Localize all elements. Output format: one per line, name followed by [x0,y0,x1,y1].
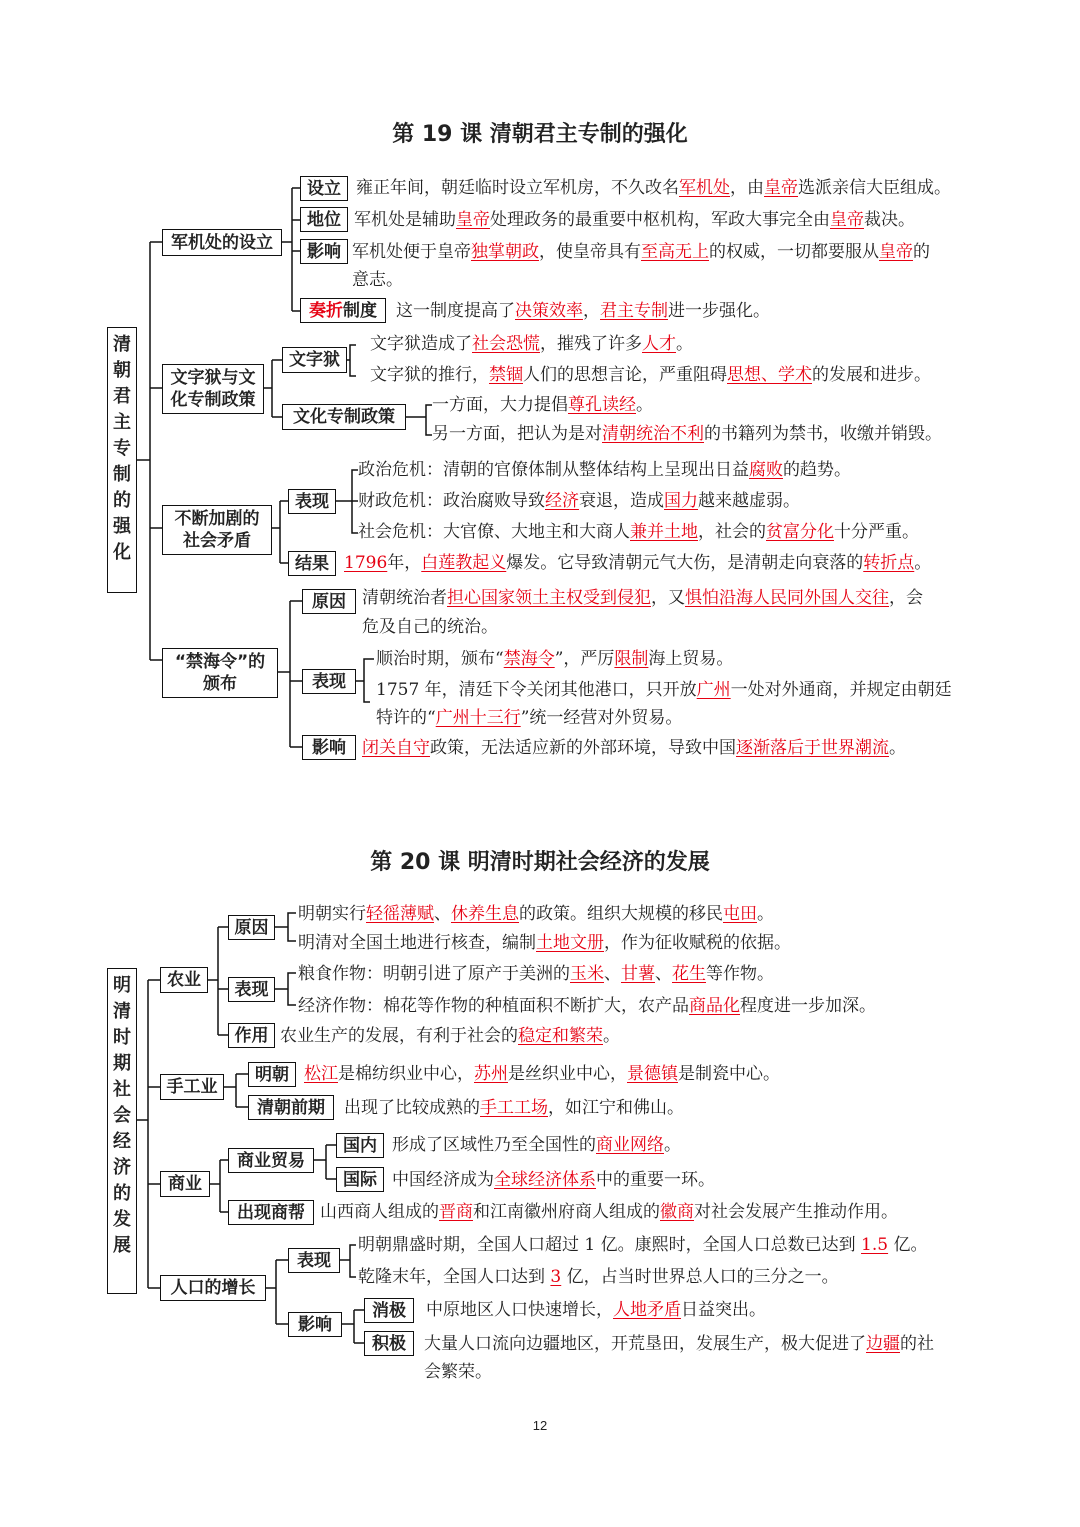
text-line [376,707,682,729]
text-segment: 明清对全国土地进行核查，编制 [298,933,536,953]
text-line [362,737,906,759]
text-segment: 对社会发展产生推动作用。 [694,1202,898,1222]
key-term: 玉米 [570,964,604,984]
text-segment: ，使皇帝具有 [539,242,641,262]
key-term: 晋商 [439,1202,473,1222]
text-line [358,1266,839,1288]
text-segment: 处理政务的最重要中枢机构，军政大事完全由 [490,210,830,230]
key-term: 惧怕沿海人民同外国人交往 [685,588,889,608]
key-term: 苏州 [474,1064,508,1084]
text-segment: 财政危机：政治腐败导致 [358,491,545,511]
text-segment: 1757 年，清廷下令关闭其他港口，只开放 [376,680,697,700]
key-term: 转折点 [863,553,915,573]
text-line [370,364,931,386]
label-yingxiang-2: 影响 [302,735,356,760]
text-segment: 清朝统治者 [362,588,447,608]
text-line [392,1169,715,1191]
text-line [320,1201,898,1223]
text-segment: ，由 [730,178,764,198]
text-segment: 军机处是辅助 [354,210,456,230]
root-char: 专 [113,438,131,459]
key-term: 皇帝 [830,210,864,230]
branch-shougongye: 手工业 [160,1074,224,1100]
key-term: 兼并土地 [630,522,698,542]
key-term: 1796 [344,553,388,573]
root-char: 清 [113,1001,131,1022]
key-term: 土地文册 [536,933,604,953]
key-term: 松江 [304,1064,338,1084]
text-segment: 的 [913,242,930,262]
text-line [370,333,693,355]
text-segment: 这一制度提高了 [396,301,515,321]
key-term: 清朝统治不利 [602,424,704,444]
text-segment: 是棉纺织业中心， [338,1064,474,1084]
text-segment: 、 [604,964,621,984]
key-term: 徽商 [660,1202,694,1222]
text-line [424,1333,934,1355]
text-segment: 雍正年间，朝廷临时设立军机房，不久改名 [356,178,679,198]
label-zuoyong: 作用 [228,1023,275,1048]
label-guoji: 国际 [336,1167,384,1192]
text-line [344,1097,684,1119]
text-segment: ”，严厉 [554,649,615,669]
text-segment: ，会 [889,588,923,608]
key-term: 人地矛盾 [613,1300,681,1320]
key-term: 1.5 [861,1235,889,1255]
label-yuanyin: 原因 [228,915,275,940]
text-segment: 年， [387,553,422,573]
text-segment: 亿，占当时世界总人口的三分之一。 [561,1267,839,1287]
text-segment: 程度进一步加深。 [740,996,876,1016]
key-term: 人才 [642,334,676,354]
root-node-lesson20 [107,968,137,1294]
text-line [392,1134,681,1156]
key-term: 逐渐落后于世界潮流 [736,738,889,758]
root-char: 君 [113,386,131,407]
text-segment: ，如江宁和佛山。 [548,1098,684,1118]
text-segment: 明朝实行 [298,904,366,924]
label-qingchao-qianqi: 清朝前期 [248,1095,334,1120]
text-line [362,587,923,609]
text-segment: 政治危机：清朝的官僚体制从整体结构上呈现出日益 [358,460,749,480]
label-guonei: 国内 [336,1133,384,1158]
root-node-lesson19 [107,327,137,593]
key-term: 商业网络 [596,1135,664,1155]
text-segment: 越来越虚弱。 [698,491,800,511]
branch-renkou: 人口的增长 [160,1275,266,1301]
text-line [358,1234,927,1256]
text-segment: 一方面，大力提倡 [432,395,568,415]
key-term: 白莲教起义 [421,553,507,573]
key-term: 广州 [696,680,731,700]
key-term: 甘薯 [621,964,655,984]
text-segment: 另一方面，把认为是对 [432,424,602,444]
key-term: 稳定和繁荣 [518,1026,603,1046]
key-term: 3 [550,1267,562,1287]
label-biaoxian: 表现 [228,977,275,1002]
label-yuanyin: 原因 [302,589,356,614]
text-line: 意志。 [352,270,403,290]
text-line [356,177,951,199]
text-segment: 社会危机：大官僚、大地主和大商人 [358,522,630,542]
text-segment: 海上贸易。 [648,649,734,669]
label-diwei: 地位 [300,207,348,232]
root-char: 时 [113,1027,131,1048]
key-term: 至高无上 [641,242,709,262]
text-segment: 选派亲信大臣组成。 [798,178,951,198]
branch-shangye: 商业 [160,1171,210,1197]
text-segment: 。 [664,1135,681,1155]
text-segment: 是丝织业中心， [508,1064,627,1084]
text-segment: 进一步强化。 [668,301,770,321]
key-term: 轻徭薄赋 [366,904,434,924]
label-zouzhe [300,298,386,323]
text-line [396,300,770,322]
key-term: 皇帝 [456,210,490,230]
label-shangbang: 出现商帮 [228,1200,314,1225]
text-segment: 、 [434,904,451,924]
text-segment: 亿。 [888,1235,928,1255]
text-segment: 。 [676,334,693,354]
text-segment: ，作为征收赋税的依据。 [604,933,791,953]
root-char: 社 [113,1079,131,1100]
root-char: 期 [113,1053,131,1074]
text-line [298,903,774,925]
text-line [376,648,733,670]
root-char: 的 [113,1183,131,1204]
label-yingxiang: 影响 [300,239,348,264]
text-segment: 。 [914,553,932,573]
label-zouzhe-red: 奏折 [309,300,343,321]
text-line [280,1025,620,1047]
text-segment: 山西商人组成的 [320,1202,439,1222]
text-segment: 文字狱造成了 [370,334,472,354]
root-char: 的 [113,490,131,511]
key-term: 社会恐慌 [472,334,540,354]
text-segment: 顺治时期，颁布“ [376,649,504,669]
label-jiji: 积极 [364,1331,414,1356]
text-segment: 。 [636,395,653,415]
text-segment: 的政策。组织大规模的移民 [519,904,723,924]
branch-shehui-maodun: 不断加剧的社会矛盾 [162,505,272,555]
key-term: 边疆 [866,1334,900,1354]
key-term: 屯田 [723,904,757,924]
root-label [108,973,136,1259]
text-segment: 。 [603,1026,620,1046]
key-term: 全球经济体系 [494,1170,596,1190]
text-line [432,423,942,445]
key-term: 闭关自守 [362,738,430,758]
key-term: 国力 [664,491,698,511]
text-segment: 的书籍列为禁书，收缴并销毁。 [704,424,942,444]
key-term: 广州十三行 [435,708,521,728]
key-term: 贫富分化 [766,522,834,542]
key-term: 禁海令 [503,649,555,669]
root-char: 清 [113,334,131,355]
text-segment: 农业生产的发展，有利于社会的 [280,1026,518,1046]
label-xiaoji: 消极 [364,1298,414,1323]
text-segment: ，摧残了许多 [540,334,642,354]
label-biaoxian-2: 表现 [302,669,356,694]
text-segment: 文字狱的推行， [370,365,489,385]
root-char: 制 [113,464,131,485]
key-term: 手工工场 [480,1098,548,1118]
key-term: 花生 [672,964,706,984]
root-char: 发 [113,1209,131,1230]
key-term: 景德镇 [627,1064,678,1084]
text-line [298,963,774,985]
key-term: 担心国家领土主权受到侵犯 [447,588,651,608]
text-segment: 裁决。 [864,210,915,230]
text-line [354,209,915,231]
lesson20-title: 第 20 课 明清时期社会经济的发展 [370,850,710,875]
text-segment: 乾隆末年，全国人口达到 [358,1267,551,1287]
text-segment: 是制瓷中心。 [678,1064,780,1084]
root-char: 强 [113,516,131,537]
text-line [358,490,800,512]
label-wenziyu: 文字狱 [282,347,347,373]
key-term: 尊孔读经 [568,395,636,415]
text-segment: 中的重要一环。 [596,1170,715,1190]
key-term: 皇帝 [879,242,913,262]
key-term: 商品化 [689,996,740,1016]
text-segment: 特许的“ [376,708,436,728]
key-term: 腐败 [749,460,783,480]
text-segment: 等作物。 [706,964,774,984]
text-segment: 爆发。它导致清朝元气大伤，是清朝走向衰落的 [506,553,864,573]
text-segment: 军机处便于皇帝 [352,242,471,262]
key-term: 独掌朝政 [471,242,539,262]
root-char: 朝 [113,360,131,381]
root-char: 主 [113,412,131,433]
text-segment: 的发展和进步。 [812,365,931,385]
key-term: 限制 [614,649,649,669]
label-shangye-maoyi: 商业贸易 [228,1148,314,1173]
text-segment: 中原地区人口快速增长， [426,1300,613,1320]
text-line: 危及自己的统治。 [362,617,498,637]
branch-nongye: 农业 [160,967,208,993]
text-segment: 。 [757,904,774,924]
root-char: 经 [113,1131,131,1152]
key-term: 君主专制 [600,301,668,321]
label-mingchao: 明朝 [248,1062,296,1087]
label-shezhi: 设立 [300,176,348,201]
text-segment: 经济作物：棉花等作物的种植面积不断扩大，农产品 [298,996,689,1016]
text-segment: 明朝鼎盛时期，全国人口超过 1 亿。康熙时，全国人口总数已达到 [358,1235,862,1255]
label-biaoxian-2: 表现 [288,1248,340,1273]
text-line [298,995,876,1017]
text-line [432,394,653,416]
branch-jinhailing: “禁海令”的颁布 [162,648,278,698]
label-jieguo: 结果 [288,551,336,576]
root-char: 展 [113,1235,131,1256]
text-line [376,679,952,701]
text-line [304,1063,780,1085]
text-segment: 日益突出。 [681,1300,766,1320]
key-term: 禁锢 [489,365,523,385]
key-term: 决策效率 [515,301,583,321]
text-line [352,241,930,263]
key-term: 休养生息 [451,904,519,924]
text-segment: ，又 [651,588,685,608]
branch-wenziyu: 文字狱与文化专制政策 [162,364,264,414]
page-number: 12 [532,1418,548,1433]
root-label [108,332,136,566]
text-segment: 十分严重。 [834,522,919,542]
label-yingxiang: 影响 [288,1312,342,1337]
lesson19-title: 第 19 课 清朝君主专制的强化 [392,122,688,147]
root-char: 济 [113,1157,131,1178]
key-term: 思想、学术 [727,365,812,385]
text-segment: 形成了区域性乃至全国性的 [392,1135,596,1155]
text-segment: ，社会的 [698,522,766,542]
text-line: 会繁荣。 [424,1362,492,1382]
text-segment: 的趋势。 [783,460,851,480]
label-wenhua-zhuanzhi: 文化专制政策 [282,404,406,430]
text-segment: 的社 [900,1334,934,1354]
text-segment: 中国经济成为 [392,1170,494,1190]
branch-junjichu: 军机处的设立 [162,229,282,256]
text-segment: 出现了比较成熟的 [344,1098,480,1118]
root-char: 会 [113,1105,131,1126]
key-term: 经济 [545,491,579,511]
text-line [358,521,919,543]
text-segment: 大量人口流向边疆地区，开荒垦田，发展生产，极大促进了 [424,1334,866,1354]
text-segment: 人们的思想言论，严重阻碍 [523,365,727,385]
text-line [358,459,851,481]
text-segment: ”统一经营对外贸易。 [520,708,683,728]
text-segment: ， [583,301,600,321]
text-segment: 的权威，一切都要服从 [709,242,879,262]
text-segment: 。 [889,738,906,758]
text-segment: 、 [655,964,672,984]
text-segment: 粮食作物：明朝引进了原产于美洲的 [298,964,570,984]
text-line [298,932,791,954]
text-segment: 和江南徽州府商人组成的 [473,1202,660,1222]
label-zouzhe-rest: 制度 [343,300,377,321]
label-biaoxian: 表现 [288,489,336,514]
text-segment: 一处对外通商，并规定由朝廷 [730,680,952,700]
text-line [426,1299,766,1321]
text-segment: 衰退，造成 [579,491,664,511]
text-line [344,552,931,574]
root-char: 化 [113,542,131,563]
key-term: 军机处 [679,178,730,198]
key-term: 皇帝 [764,178,798,198]
root-char: 明 [113,975,131,996]
text-segment: 政策，无法适应新的外部环境，导致中国 [430,738,736,758]
